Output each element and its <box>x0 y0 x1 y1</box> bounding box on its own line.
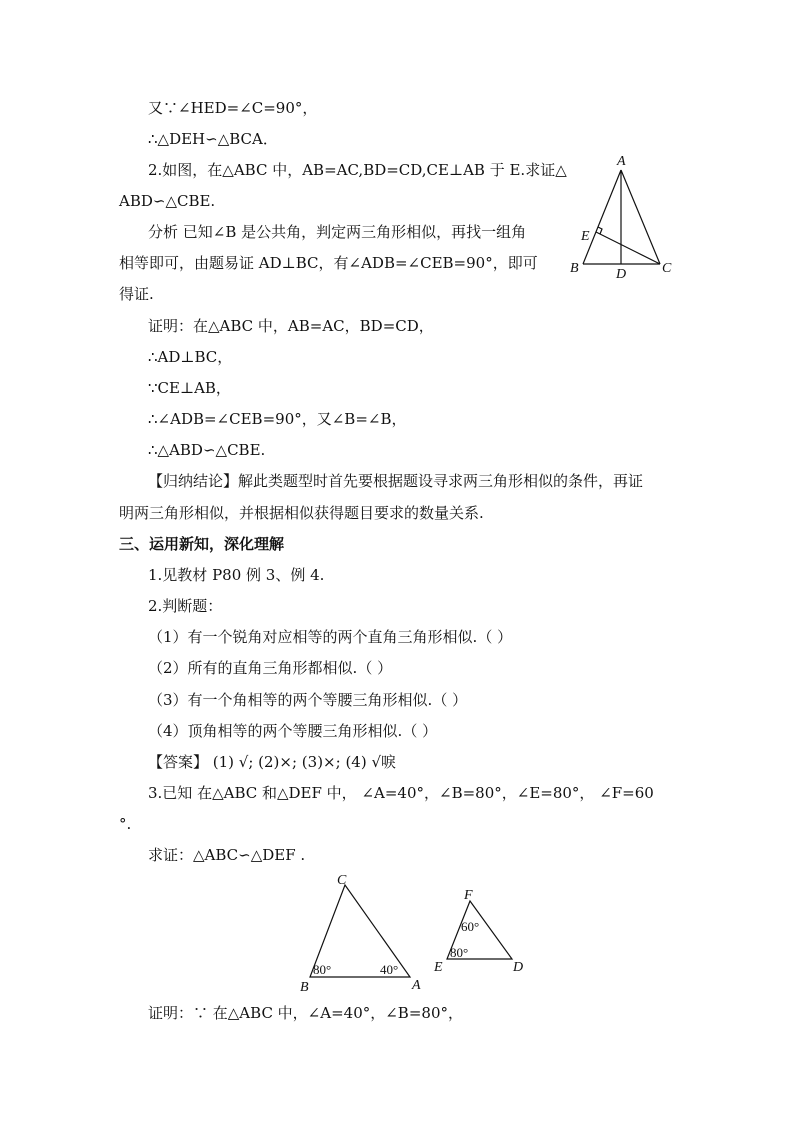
text-line-11: ∴∠ADB=∠CEB=90°，又∠B=∠B， <box>148 410 407 428</box>
label-e3: E <box>434 960 443 975</box>
label-d3: D <box>513 960 524 975</box>
label-c: C <box>662 261 672 276</box>
text-line-25: 求证：△ABC∽△DEF . <box>148 846 306 864</box>
text-line-6: 相等即可，由题易证 AD⊥BC，有∠ADB=∠CEB=90°，即可 <box>119 254 538 272</box>
label-a2: A <box>412 978 421 993</box>
label-e: E <box>581 229 590 244</box>
text-line-16: 1.见教材 P80 例 3、例 4. <box>148 566 325 584</box>
text-line-8: 证明：在△ABC 中，AB=AC，BD=CD， <box>148 317 434 335</box>
section-heading: 三、运用新知，深化理解 <box>119 535 285 553</box>
label-a: A <box>617 154 626 169</box>
text-line-9: ∴AD⊥BC， <box>148 348 233 366</box>
text-line-12: ∴△ABD∽△CBE. <box>148 441 266 459</box>
text-line-23: 3.已知 在△ABC 和△DEF 中， ∠A=40°，∠B=80°，∠E=80°， ∠F=60 <box>148 784 654 802</box>
text-line-3: 2.如图，在△ABC 中，AB=AC,BD=CD,CE⊥AB 于 E.求证△ <box>148 161 567 179</box>
judge-item-4: （4）顶角相等的两个等腰三角形相似.（ ） <box>148 722 438 740</box>
angle-f-label: 60° <box>461 919 480 934</box>
angle-b-label: 80° <box>313 962 332 977</box>
segment-ce <box>596 232 660 264</box>
triangle-abc-angles-figure <box>295 870 430 995</box>
text-line-7: 得证. <box>119 285 154 303</box>
label-b2: B <box>300 980 309 995</box>
text-line-24: °. <box>119 815 132 833</box>
text-line-14: 明两三角形相似，并根据相似获得题目要求的数量关系. <box>119 504 484 522</box>
text-line-13: 【归纳结论】解此类题型时首先要根据题设寻求两三角形相似的条件，再证 <box>148 472 644 490</box>
triangle-abc-figure <box>565 150 685 285</box>
text-line-10: ∵CE⊥AB， <box>148 379 231 397</box>
text-line-26: 证明：∵ 在△ABC 中，∠A=40°，∠B=80°， <box>148 1004 463 1022</box>
label-c2: C <box>337 873 347 888</box>
angle-e-label: 80° <box>450 945 469 960</box>
segment-ac <box>621 170 660 264</box>
answer-line: 【答案】 (1) √; (2)×; (3)×; (4) √唳 <box>148 753 397 771</box>
triangle-def-figure <box>430 885 535 980</box>
judge-item-3: （3）有一个角相等的两个等腰三角形相似.（ ） <box>148 691 468 709</box>
judge-item-1: （1）有一个锐角对应相等的两个直角三角形相似.（ ） <box>148 628 513 646</box>
text-line-4: ABD∽△CBE. <box>119 192 216 210</box>
label-b: B <box>570 261 579 276</box>
text-line-1: 又∵∠HED=∠C=90°， <box>148 99 318 117</box>
label-f: F <box>464 888 473 903</box>
judge-item-2: （2）所有的直角三角形都相似.（ ） <box>148 659 393 677</box>
text-line-17: 2.判断题： <box>148 597 223 615</box>
angle-a-label: 40° <box>380 962 399 977</box>
text-line-5: 分析 已知∠B 是公共角，判定两三角形相似，再找一组角 <box>148 223 527 241</box>
label-d: D <box>616 267 627 282</box>
segment-ab <box>583 170 621 264</box>
text-line-2: ∴△DEH∽△BCA． <box>148 130 278 148</box>
